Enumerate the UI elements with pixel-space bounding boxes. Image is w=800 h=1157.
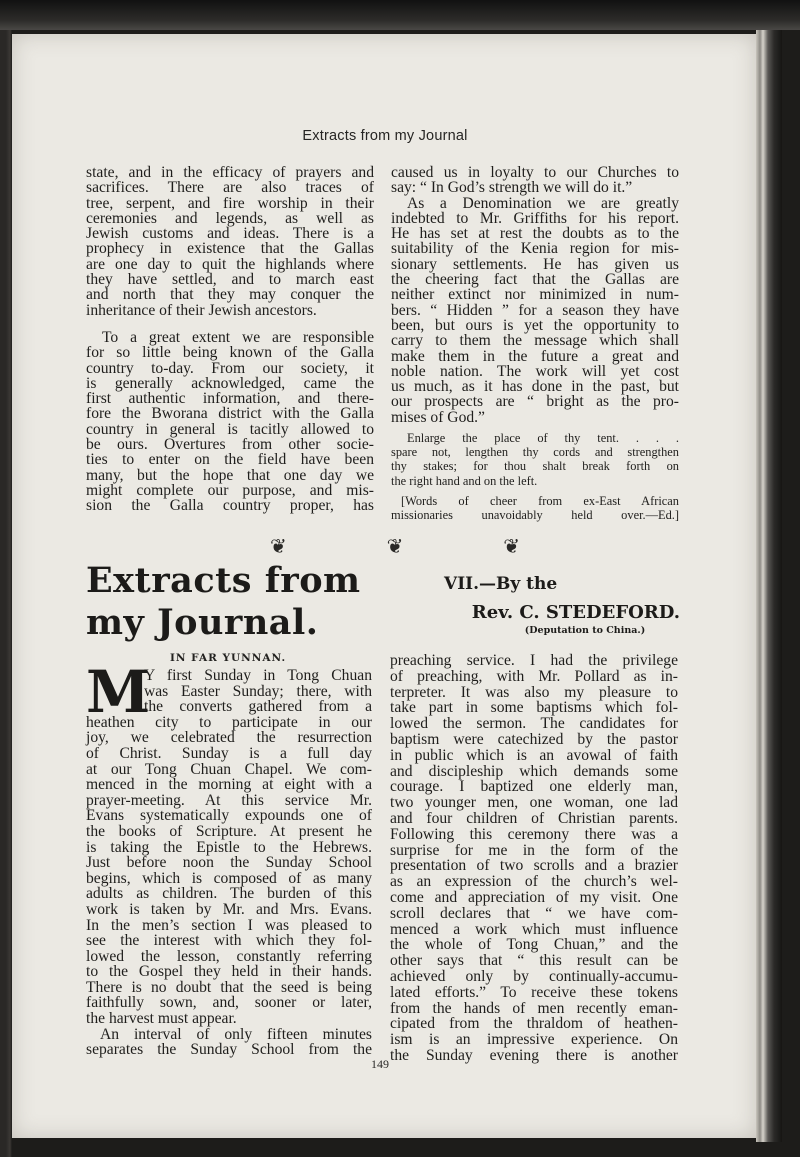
verse-line: Enlarge the place of thy tent. . . . (407, 431, 679, 446)
text-line: menced in the morning at eight with a (86, 776, 372, 794)
article-title (86, 560, 406, 644)
text-line: many, but the hope that one day we (86, 466, 374, 484)
text-line: prayer-meeting. At this service Mr. (86, 791, 372, 809)
text-line: caused us in loyalty to our Churches to (391, 164, 679, 181)
text-line: of preaching, with Mr. Pollard as in- (390, 667, 678, 685)
text-line: In the men’s section I was pleased to (86, 916, 372, 934)
text-line: from the hands of men recently eman- (390, 999, 678, 1017)
text-line: neither extinct nor minimized in num- (391, 286, 679, 304)
upper-left-column (86, 165, 374, 514)
text-line: the whole of Tong Chuan,” and the (390, 936, 678, 954)
text-line: ism is an impressive experience. On (390, 1031, 678, 1049)
text-line: joy, we celebrated the resurrection (86, 729, 372, 747)
text-line: is taking the Epistle to the Hebrews. (86, 838, 372, 856)
text-line: courage. I baptized one elderly man, (390, 778, 678, 796)
text-line: menced a work which must influence (390, 920, 678, 938)
fleuron-icon: ❦ (503, 536, 520, 558)
text-line: us much, as it has done in the past, but (391, 378, 679, 396)
text-line: to the Gospel they held in their hands. (86, 963, 372, 981)
verse-line: spare not, lengthen thy cords and strengthen (391, 445, 679, 460)
text-line: begins, which is composed of as many (86, 869, 372, 887)
text-line: As a Denomination we are greatly (407, 194, 679, 212)
text-line: come and appreciation of my visit. One (390, 888, 678, 906)
text-line: was Easter Sunday; there, with (144, 682, 372, 700)
text-line: baptism were catechized by the pastor (390, 730, 678, 748)
section-ornaments (270, 534, 520, 559)
text-line: carry to them the message which shall (391, 332, 679, 350)
text-line: faithfully sown, and, sooner or later, (86, 994, 372, 1012)
byline-author: Rev. C. STEDEFORD. (471, 602, 680, 623)
text-line: bers. “ Hidden ” for a season they have (391, 301, 679, 319)
text-line: ties to enter on the field have been (86, 451, 374, 469)
section-subhead: IN FAR YUNNAN. (170, 652, 287, 664)
text-line: work is taken by Mr. and Mrs. Evans. (86, 900, 372, 918)
text-line: first authentic information, and there- (86, 390, 374, 408)
editor-note-line: [Words of cheer from ex-East African (401, 493, 679, 508)
text-line: ceremonies and legends, as well as (86, 209, 374, 227)
text-line: for so little being known of the Galla (86, 344, 374, 362)
text-line: noble nation. The work will yet cost (391, 362, 679, 380)
text-line: presentation of two scrolls and a brazier (390, 857, 678, 875)
text-line: the Sunday evening there is another (390, 1046, 678, 1064)
text-line: the cheering fact that the Gallas are (391, 271, 679, 289)
text-line: Y first Sunday in Tong Chuan (144, 667, 372, 684)
text-line: fore the Bworana district with the Galla (86, 405, 374, 423)
text-line: and four children of Christian parents. (390, 809, 678, 827)
lower-right-column (390, 653, 678, 1064)
text-line: cipated from the thraldom of heathen- (390, 1015, 678, 1033)
text-line: heathen city to participate in our (86, 713, 372, 731)
text-line: lowed the sermon. The candidates for (390, 715, 678, 733)
text-line: indebted to Mr. Griffiths for his report. (391, 209, 679, 227)
byline-series: VII.—By the (444, 574, 558, 594)
text-line: To a great extent we are responsible (102, 328, 374, 346)
verse-line: thy stakes; for thou shalt break forth on (391, 459, 679, 474)
text-line: see the interest with which they fol- (86, 932, 372, 950)
byline-note: (Deputation to China.) (524, 625, 646, 636)
text-line: country in general is tacitly allowed to (86, 420, 374, 438)
text-line: are one day to quit the highlands where (86, 255, 374, 273)
text-line: Just before noon the Sunday School (86, 854, 372, 872)
byline (430, 574, 680, 636)
text-line: and discipleship which demands some (390, 762, 678, 780)
text-line: sion the Galla country proper, has (86, 497, 374, 515)
text-line: of Christ. Sunday is a full day (86, 744, 372, 762)
text-line: say: “ In God’s strength we will do it.” (391, 179, 633, 197)
text-line: preaching service. I had the privilege (390, 652, 678, 669)
verse-quote (391, 431, 679, 522)
text-line: mises of God.” (391, 408, 485, 426)
text-line: achieved only by continually-accumu- (390, 967, 678, 985)
text-line: country to-day. From our society, it (86, 359, 374, 377)
text-line: tree, serpent, and fire worship in their (86, 194, 374, 212)
text-line: inheritance of their Jewish ancestors. (86, 301, 317, 319)
fleuron-icon: ❦ (270, 536, 287, 558)
text-line: scroll declares that “ we have com- (390, 904, 678, 922)
text-line: they have settled, and to march east (86, 271, 374, 289)
text-line: and north that they may conquer the (86, 286, 374, 304)
article-title-line: my Journal. (86, 602, 319, 643)
text-line: suitability of the Kenia region for mis- (391, 240, 679, 258)
text-line: adults as children. The burden of this (86, 885, 372, 903)
running-head: Extracts from my Journal (302, 128, 468, 144)
text-line: An interval of only fifteen minutes (100, 1025, 372, 1043)
text-line: the converts gathered from a (144, 698, 372, 716)
text-line: be ours. Overtures from other socie- (86, 436, 374, 454)
text-line: the harvest must appear. (86, 1010, 237, 1028)
editor-note-line: missionaries unavoidably held over.—Ed.] (391, 508, 679, 523)
text-line: sacrifices. There are also traces of (86, 179, 374, 197)
upper-right-column (391, 165, 679, 522)
text-line: two younger men, one woman, one lad (390, 794, 678, 812)
text-line: other says that “ this result can be (390, 952, 678, 970)
text-line: Evans systematically expounds one of (86, 807, 372, 825)
lower-left-column (86, 668, 372, 1058)
text-line: as an expression of the church’s wel- (390, 873, 678, 891)
text-line: at our Tong Chuan Chapel. We com- (86, 760, 372, 778)
text-line: make them in the future a great and (391, 347, 679, 365)
text-line: our prospects are “ bright as the pro- (391, 393, 679, 411)
text-line: might complete our purpose, and mis- (86, 481, 374, 499)
text-line: take part in some baptisms which fol- (390, 699, 678, 717)
drop-cap: M (86, 658, 151, 726)
scanner-top-edge (0, 0, 800, 30)
text-line: There is no doubt that the seed is being (86, 978, 372, 996)
text-line: in public which is an avowal of faith (390, 746, 678, 764)
book-spine-edge (756, 30, 782, 1142)
text-line: Jewish customs and ideas. There is a (86, 225, 374, 243)
page-number: 149 (371, 1057, 389, 1071)
verse-line: the right hand and on the left. (391, 473, 538, 488)
text-line: surprise for me in the form of the (390, 841, 678, 859)
text-line: separates the Sunday School from the (86, 1041, 372, 1059)
article-title-line: Extracts from (86, 560, 361, 601)
text-line: terpreter. It was also my pleasure to (390, 683, 678, 701)
text-line: is generally acknowledged, came the (86, 374, 374, 392)
text-line: sionary settlements. He has given us (391, 255, 679, 273)
text-line: prophecy in existence that the Gallas (86, 240, 374, 258)
text-line: Following this ceremony there was a (390, 825, 678, 843)
text-line: He has set at rest the doubts as to the (391, 225, 679, 243)
text-line: lowed the lesson, constantly referring (86, 947, 372, 965)
text-line: lated efforts.” To receive these tokens (390, 983, 678, 1001)
fleuron-icon: ❦ (386, 536, 404, 558)
text-line: been, but ours is yet the opportunity to (391, 316, 679, 334)
text-line: the books of Scripture. At present he (86, 822, 372, 840)
text-line: state, and in the efficacy of prayers and (86, 164, 374, 181)
